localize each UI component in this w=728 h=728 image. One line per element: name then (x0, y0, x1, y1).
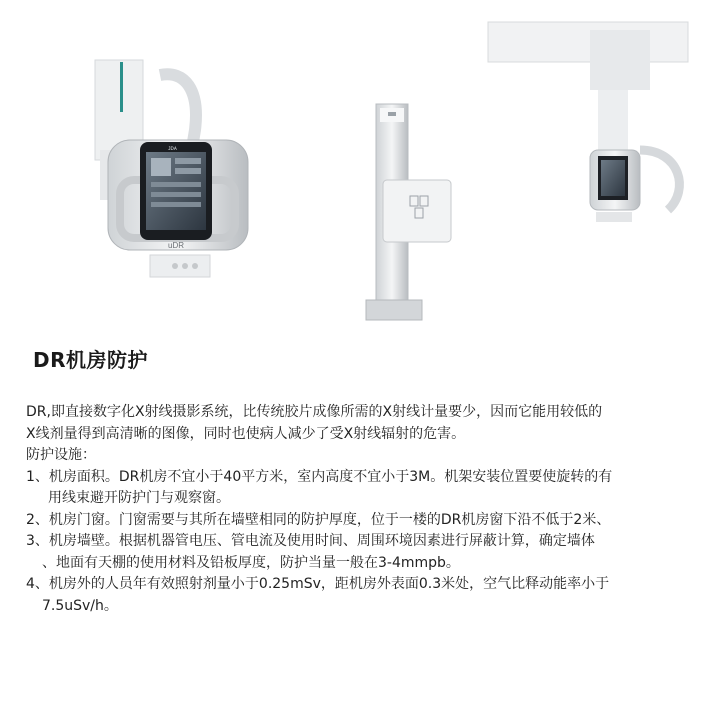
product-photo-illustration (0, 0, 728, 340)
item-4-line-2: 7.5uSv/h。 (42, 597, 118, 614)
product-images (0, 0, 728, 340)
item-1-line-2: 用线束避开防护门与观察窗。 (48, 490, 230, 506)
item-3-line-2: 、地面有天棚的使用材料及铅板厚度，防护当量一般在3-4mmpb。 (42, 554, 460, 571)
item-3-line-1: 3、机房墙壁。根据机器管电压、管电流及使用时间、周围环境因素进行屏蔽计算，确定墙体 (26, 533, 595, 549)
item-1-line-1: 1、机房面积。DR机房不宜小于40平方米，室内高度不宜小于3M。机架安装位置要使旋转的有 (26, 468, 613, 485)
item-4-line-1: 4、机房外的人员年有效照射剂量小于0.25mSv，距机房外表面0.3米处，空气比释动能率小于 (26, 576, 610, 592)
facilities-label: 防护设施： (26, 447, 96, 463)
device-brand-mark: ᴊᴅᴀ (168, 146, 177, 152)
ceiling-rail-device (488, 22, 688, 222)
page-title: DR机房防护 (33, 348, 149, 372)
article-body (26, 402, 706, 617)
item-2-line-1: 2、机房门窗。门窗需要与其所在墙壁相同的防护厚度，位于一楼的DR机房窗下沿不低于2米、 (26, 511, 611, 528)
intro-line-1: DR,即直接数字化X射线摄影系统，比传统胶片成像所需的X射线计量要少，因而它能用较低的 (26, 404, 603, 420)
device-screen-label: uDR (168, 241, 185, 250)
ceiling-tube-device (95, 60, 248, 277)
wall-stand-device (366, 104, 451, 320)
intro-line-2: X线剂量得到高清晰的图像，同时也使病人减少了受X射线辐射的危害。 (26, 425, 466, 442)
